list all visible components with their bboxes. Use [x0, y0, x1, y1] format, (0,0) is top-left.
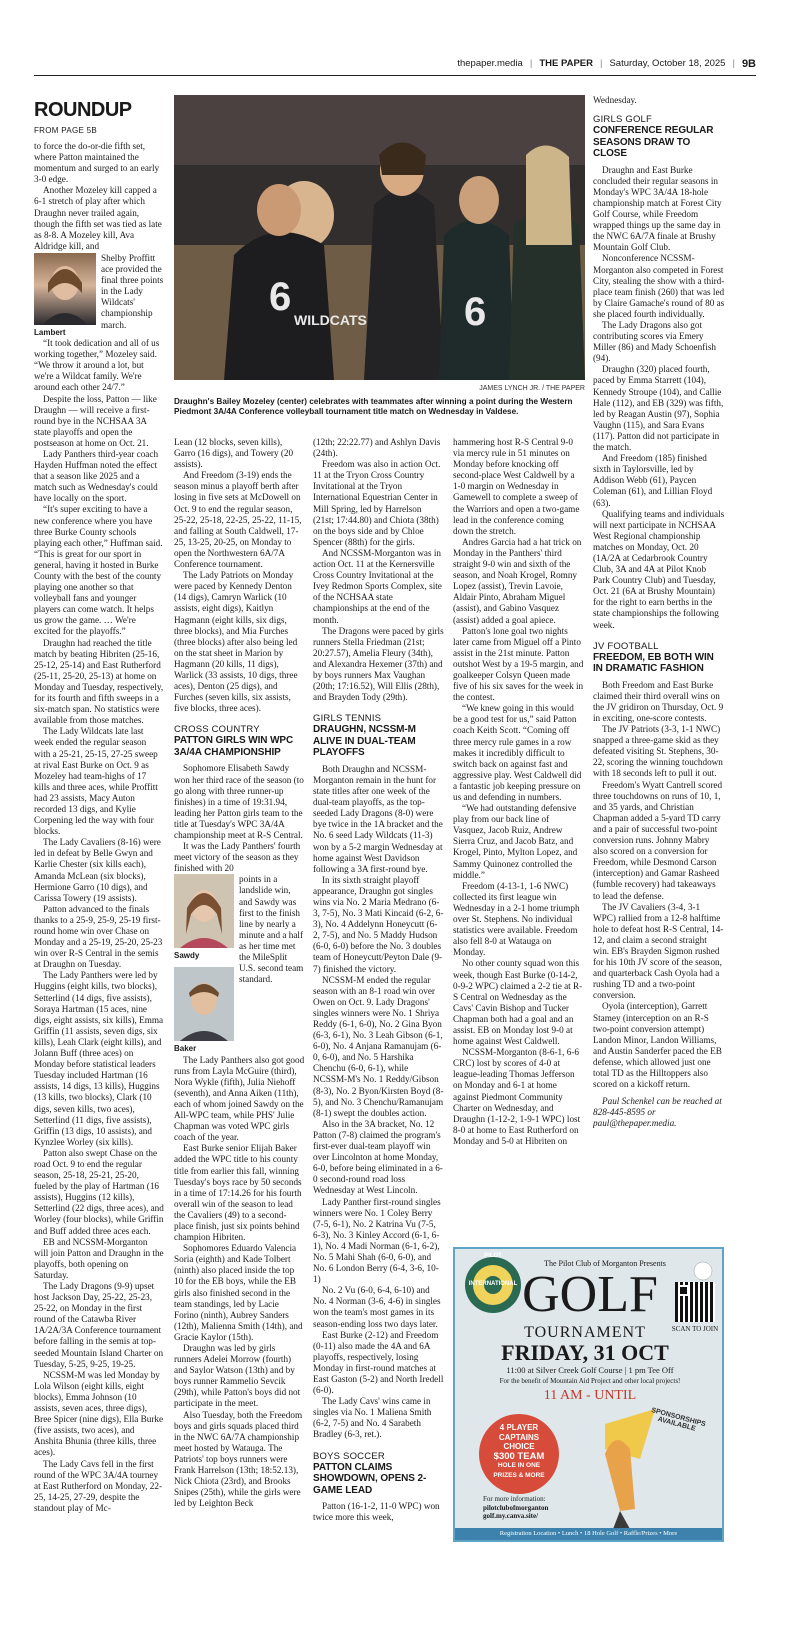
ad-time: 11:00 at Silver Creek Golf Course | 1 pm Tee Off: [506, 1365, 674, 1375]
paragraph: Both Freedom and East Burke claimed their third overall wins on the JV gridiron on Thursday, Oct. 9 in exciting, one-score contests.: [593, 679, 724, 723]
paragraph: Draughn had reached the title match by beating Hibriten (25-16, 25-12, 25-14) and East Rutherford (25-11, 25-20, 25-13) at home on Monday and Tuesday, respectively, for its fourth and fifth sweeps in a six-match span. No statistics were available from those matches.: [34, 637, 164, 726]
svg-text:6: 6: [269, 275, 292, 319]
paragraph: Shelby Proffitt ace provided the final three points in the Lady Wildcats' championship march.: [101, 252, 164, 330]
paragraph: Sophomores Eduardo Valencia Soria (eighth) and Kade Tolbert (ninth) also placed inside the top 10 for the EB boys, while the EB girls also finished second in the team standings, led by Lacie Forino (ninth), Aubrey Sanders (12th), Malienna Smith (14th), and Gracie Kaylor (15th).: [174, 1243, 303, 1342]
paragraph: The Lady Panthers also got good runs from Layla McGuire (third), Nora Wykle (fifth), Julia Niehoff (seventh), and Anna Aiken (11th), each of whom joined Sawdy on the All-WPC team, while PHS' Julie Chapman was voted WPC girls coach of the year.: [174, 1054, 305, 1143]
issue-date: Saturday, October 18, 2025: [609, 58, 726, 69]
section-headline: PATTON GIRLS WIN WPC 3A/4A CHAMPIONSHIP: [174, 735, 294, 758]
paragraph: The Lady Dragons also got contributing scores via Emery Miller (86) and Mady Schoenfish (94).: [593, 320, 716, 364]
sawdy-portrait: [174, 874, 234, 948]
paragraph: The JV Cavaliers (3-4, 3-1 WPC) rallied from a 12-8 halftime hole to defeat host R-S Central, 14-12, and claim a second straight win. EB's Brayden Sigmon rushed for his 10th JV score of the season, and quarterback Cash Oyola had a rushing TD and a two-point conversion.: [593, 901, 724, 1001]
ad-until: 11 AM - UNTIL: [543, 1388, 637, 1403]
paragraph: The Lady Cavs fell in the first round of the WPC 3A/4A tourney at East Rutherford on Monday, 22-25, 14-25, 27-29, despite the standout play of Mc-: [34, 1458, 163, 1513]
site-url[interactable]: thepaper.media: [457, 58, 523, 69]
paper-name: THE PAPER: [539, 58, 593, 69]
paragraph: The Lady Cavaliers (8-16) were led in defeat by Belle Gwyn and Karlie Chester (six kills each), Amanda McLean (six blocks), Hermione Garro (10 digs), and Carissa Towery (19 assists).: [34, 837, 161, 903]
paragraph: No. 2 Vu (6-0, 6-4, 6-10) and No. 4 Norman (3-6, 4-6) in singles won the team's most games in its season-ending loss two days later.: [313, 1285, 441, 1329]
page-header: thepaper.media | THE PAPER | Saturday, October 18, 2025 | 9B: [34, 56, 756, 76]
mug-caption: Lambert: [34, 327, 66, 337]
paragraph: And NCSSM-Morganton was in action Oct. 11 at the Kernersville Cross Country Invitational at the Ivey Redmon Sports Complex, site of the NCHSAA state championships at the end of the month.: [313, 547, 442, 625]
paragraph: “We had outstanding defensive play from our back line of Vasquez, Jacob Ruiz, Andrew Sierra Cruz, and Jacob Batz, and Krogel, Pinto, Mylton Lopez, and Sammy Quinonez controlled the middle.”: [453, 803, 578, 880]
mug-caption: Sawdy: [174, 951, 200, 961]
paragraph: The Lady Wildcats late last week ended the regular season with a 25-21, 25-15, 27-25 sweep at rival East Burke on Oct. 9 as Mozeley had team-highs of 17 kills and three aces, while Proffitt had 23 assists, Macy Auton recorded 13 digs, and Kylie Corpening led the way with four blocks.: [34, 726, 158, 837]
sawdy-photo: [174, 874, 234, 948]
column-2: [174, 437, 305, 1561]
qr-code[interactable]: [675, 1282, 715, 1322]
paragraph: EB and NCSSM-Morganton will join Patton and Draughn in the playoffs, both opening on Saturday.: [34, 1236, 164, 1280]
captains-choice-badge: 4 PLAYER CAPTAINS CHOICE $300 TEAM HOLE IN ONE PRIZES & MORE: [493, 1423, 545, 1479]
paragraph: “It's super exciting to have a new conference where you have three Burke County schools playing each other,” Huffman said. “This is great for our sport in general, having it hosted in Burke County with the best of the county playing one another so that volleyball fans and younger players can come watch. It helps us grow the game. … We're excited for the playoffs.”: [34, 504, 163, 637]
paragraph: East Burke (2-12) and Freedom (0-11) also made the 4A and 6A playoffs, respectively, losing Monday in first-round matches at East Gaston (5-2) and North Iredell (6-0).: [313, 1329, 444, 1396]
paragraph: NCSSM-M ended the regular season with an 8-1 road win over Owen on Oct. 9. Lady Dragons' singles winners were No. 1 Shriya Reddy (6-1, 6-0), No. 2 Gina Byon (6-3, 6-1), No. 3 Leah Gibson (6-1, 6-0), No. 4 Anjana Ramanujam (6-0, 6-0), and No. 5 Harshika Chenchu (6-0, 6-1), while NCSSM-M's No. 1 Reddy/Gibson (8-3), No. 2 Byon/Kirsten Boyd (8-5), and No. 3 Chenchu/Ramanujam (8-1) swept the doubles action.: [313, 974, 444, 1118]
author-signoff: Paul Schenkel can be reached at 828-445-8595 or paul@thepaper.media.: [593, 1096, 722, 1129]
paragraph: The Dragons were paced by girls runners Stella Friedman (21st; 20:27.57), Amelia Fleury (34th), and Alexandra Hexemer (37th) and by boys runners Max Vaughan (20th; 17:16.52), Will Ellis (28th), and Brayden Tody (29th).: [313, 625, 444, 703]
ad-presenter: The Pilot Club of Morganton Presents: [544, 1259, 666, 1268]
paragraph: Lady Panthers third-year coach Hayden Huffman noted the effect that a season like 2025 and a match such as Wednesday's could have locally on the sport.: [34, 448, 159, 504]
paragraph: “We knew going in this would be a good test for us,” said Patton coach Keith Scott. “Coming off three mercy rule games in a row makes it incredibly difficult to switch back on against fast and aggressive play. West Caldwell did a fantastic job keeping pressure on us and defending in numbers.: [453, 703, 582, 802]
paragraph: It was the Lady Panthers' fourth meet victory of the season as they finished with 20: [174, 841, 301, 874]
paragraph: hammering host R-S Central 9-0 via mercy rule in 51 minutes on Monday before knocking off second-place West Caldwell by a 1-0 margin on Wednesday in Gamewell to complete a sweep of the Warriors and open a two-game lead in the conference coming down the stretch.: [453, 437, 580, 536]
paragraph: points in a landslide win, and Sawdy was first to the finish line by nearly a minute and a half as her time met the MileSplit U.S. second team standard.: [239, 874, 304, 985]
paragraph: The Lady Panthers were led by Huggins (eight kills, two blocks), Setterlind (14 digs, five assists), Soraya Hartman (15 aces, nine digs, eight assists, six kills), Emma Griffin (11 assists, seven digs, six kills), Leah Clark (eight kills), and Jolann Buff (three aces) on Monday before statistical leaders Tuesday included Hartman (16 assists, 14 digs, 13 kills), Huggins (13 kills, two blocks), Clark (10 digs, seven kills, two aces), Setterlind (11 digs, five assists), Griffin (13 digs, 10 assists), and Kynzlee Worley (six kills).: [34, 970, 164, 1147]
column-1: [34, 141, 164, 1561]
paragraph: Lean (12 blocks, seven kills), Garro (16 digs), and Towery (20 assists).: [174, 437, 294, 470]
paragraph: The JV Patriots (3-3, 1-1 NWC) snapped a three-game skid as they defeated visiting St. Stephens, 30-22, scoring the winning touchdown with 18 seconds left to pull it out.: [593, 724, 723, 779]
paragraph: Qualifying teams and individuals will next participate in NCHSAA West Regional championship matches on Monday, Oct. 20 (1A/2A at Cedarbrook Country Club, 3A and 4A at Pilot Knob Park Country Club) and Tuesday, Oct. 21 (6A at Brushy Mountain) for the right to earn berths in the state championships the following week.: [593, 508, 725, 630]
paragraph: The Lady Cavs' wins came in singles via No. 1 Maliena Smith (6-2, 7-5) and No. 4 Sarabeth Bradley (6-3, ret.).: [313, 1396, 432, 1440]
paragraph: NCSSM-Morganton (8-6-1, 6-6 CRC) lost by scores of 4-0 at league-leading Thomas Jefferson on Monday and 6-1 at home against Piedmont Community Charter on Wednesday, and Draughn (1-12-2, 1-9-1 WPC) lost 8-0 at home to East Rutherford on Monday and 5-0 at Hibriten on: [453, 1047, 581, 1146]
paragraph: Sophomore Elisabeth Sawdy won her third race of the season (to go along with three runner-up finishes) in a time of 19:31.94, leading her Patton girls team to the title at Tuesday's WPC 3A/4A championship meet at R-S Central.: [174, 763, 304, 840]
paragraph: Despite the loss, Patton — like Draughn — will receive a first-round bye in the NCHSAA 3A state playoffs and open the postseason at home on Oct. 21.: [34, 393, 157, 448]
paragraph: Draughn (320) placed fourth, paced by Emma Starrett (104), Kennedy Stroupe (104), and Callie Hale (112), and EB (329) was fifth, led by Reagan Austin (97), Sophia Vaughn (115), and Sara Evans (117). Patton did not participate in the match.: [593, 364, 724, 453]
ad-date: FRIDAY, 31 OCT: [501, 1340, 669, 1365]
paragraph: Nonconference NCSSM-Morganton also competed in Forest City, stealing the show with a third-place team finish (260) that was led by Claire Gamache's round of 80 as she placed fourth individually.: [593, 253, 725, 319]
section-headline: CONFERENCE REGULAR SEASONS DRAW TO CLOSE: [593, 125, 714, 160]
column-5: [593, 95, 725, 1237]
column-4: [453, 437, 584, 1237]
svg-text:WILDCATS: WILDCATS: [294, 312, 367, 328]
sponsorship-badge: SPONSORSHIPS AVAILABLE: [650, 1406, 707, 1433]
section-headline: DRAUGHN, NCSSM-M ALIVE IN DUAL-TEAM PLAYOFFS: [313, 724, 416, 759]
section-kicker: JV FOOTBALL: [593, 640, 659, 652]
paragraph: Both Draughn and NCSSM-Morganton remain in the hunt for state titles after one week of the dual-team playoffs, as the top-seeded Lady Dragons (8-0) were bye twice in the 1A bracket and the No. 6 seed Lady Wildcats (11-3) won by a 5-2 margin Wednesday at home against West Davidson following a 3A first-round bye.: [313, 763, 443, 874]
paragraph: No other county squad won this week, though East Burke (0-14-2, 0-9-2 WPC) claimed a 2-2 tie at R-S Central on Wednesday as the Cavs' Cavin Bishop and Tucker Chapman both had a goal and an assist. EB on Monday lost 9-0 at home against West Caldwell.: [453, 958, 583, 1047]
paragraph: to force the do-or-die fifth set, where Patton maintained the momentum and surged to an early 3-0 edge.: [34, 141, 160, 185]
section-headline: FREEDOM, EB BOTH WIN IN DRAMATIC FASHION: [593, 651, 714, 675]
scan-label: SCAN TO JOIN: [671, 1325, 719, 1333]
paragraph: The Lady Dragons (9-9) upset host Jackson Day, 25-22, 25-23, 25-22, on Monday in the first round of the Catawba River 1A/2A/3A Conference tournament before falling in the semis at top-seeded Mountain Island Charter on Tuesday, 5-25, 9-25, 19-25.: [34, 1281, 164, 1369]
ad-golf-title: GOLF: [522, 1266, 658, 1323]
paragraph: Draughn and East Burke concluded their regular seasons in Monday's WPC 3A/4A 18-hole championship match at Forest City Golf Course, while Freedom wrapped things up the same day in the NWC 6A/7A finale at Brushy Mountain Golf Club.: [593, 164, 722, 253]
photo-caption: Draughn's Bailey Mozeley (center) celebrates with teammates after winning a point during the Western Piedmont 3A/4A Conference volleyball tournament title match on Wednesday in Valdese.: [174, 397, 573, 416]
jump-line: FROM PAGE 5B: [34, 126, 98, 135]
paragraph: Patton also swept Chase on the road Oct. 9 to end the regular season, 25-18, 25-21, 25-20, fueled by the play of Hartman (16 assists), Huggins (12 kills), Setterlind (22 digs, three aces), and Worley (four blocks), while Griffin and Buff added three aces each.: [34, 1147, 164, 1236]
ad-benefit: For the benefit of Mountain Aid Project and other local projects!: [499, 1377, 681, 1385]
ad-info: For more information: pilotclubofmorganton golf.my.canva.site/: [483, 1495, 549, 1520]
paragraph: Freedom was also in action Oct. 11 at the Tryon Cross Country Invitational at the Tryon International Equestrian Center in Mill Spring, led by Harrelson (21st; 17:44.80) and Chiota (38th) on the boys side and by Chloe Spencer (88th) for the girls.: [313, 459, 441, 547]
paragraph: East Burke senior Elijah Baker added the WPC title to his county title from earlier this fall, winning Tuesday's boys race by 50 seconds in a time of 17:14.26 for his fourth overall win of the season to lead the Cavaliers (49) to a second-place finish, just six points behind champion Hibriten.: [174, 1143, 302, 1243]
ad-tournament: TOURNAMENT: [524, 1324, 646, 1341]
column-3: [313, 437, 444, 1561]
paragraph: (12th; 22:22.77) and Ashlyn Davis (24th).: [313, 437, 441, 459]
baker-portrait: [174, 967, 234, 1041]
section-headline: PATTON CLAIMS SHOWDOWN, OPENS 2-GAME LEAD: [313, 1461, 427, 1496]
paragraph: Wednesday.: [593, 95, 637, 105]
paragraph: Freedom's Wyatt Cantrell scored three touchdowns on runs of 10, 1, and 35 yards, and Christian Chapman added a 5-yard TD carry and a pair of successful two-point conversion runs. Johnny Mabry also scored on a conversion for Freedom, while Desmond Carson (interception) and Gamar Rasheed (fumble recovery) had takeaways to lead the defense.: [593, 779, 723, 901]
volleyball-photo: [174, 95, 585, 380]
paragraph: Patton advanced to the finals thanks to a 25-9, 25-9, 25-19 first-round home win over Chase on Monday and a 25-19, 25-20, 25-23 win over R-S Central in the semis at Draughn on Tuesday.: [34, 903, 163, 970]
mug-caption: Baker: [174, 1044, 197, 1054]
paragraph: Patton's lone goal two nights later came from Miguel off a Pinto assist in the 21st minute. Patton outshot West by a 19-5 margin, and goalkeeper Colsyn Queen made five of his six saves for the week in the contest.: [453, 625, 584, 703]
volleyball-photo-art: [174, 95, 585, 380]
section-kicker: GIRLS GOLF: [593, 114, 653, 126]
article-headline: ROUNDUP: [34, 99, 132, 121]
svg-text:6: 6: [464, 290, 487, 334]
baker-photo: [174, 967, 234, 1041]
page-number: 9B: [741, 57, 756, 70]
paragraph: NCSSM-M was led Monday by Lola Wilson (eight kills, eight blocks), Emma Johnson (10 assists, seven aces, three digs), Bree Spicer (nine digs), Ella Burke (five assists, two aces), and Anshita Bhunia (three kills, three aces).: [34, 1369, 164, 1458]
paragraph: Oyola (interception), Garrett Stamey (interception on an R-S two-point conversion attempt) Landon Minor, Landon Williams, and Austin Sanderfer paced the EB defense, which allowed just one total TD as the Hilltoppers also scored on a kickoff return.: [593, 1001, 722, 1090]
paragraph: Also in the 3A bracket, No. 12 Patton (7-8) claimed the program's first-ever dual-team playoff win over Lincolnton at home Monday, 6-0, before being eliminated in a 6-0 second-round road loss Wednesday at West Lincoln.: [313, 1118, 443, 1196]
photo-credit: JAMES LYNCH JR. / THE PAPER: [479, 385, 585, 392]
golf-tournament-ad[interactable]: [453, 1247, 724, 1542]
paragraph: Patton (16-1-2, 11-0 WPC) won twice more this week,: [313, 1501, 440, 1523]
ad-footer: Registration Location • Lunch • 18 Hole Golf • Raffle/Prizes • More: [455, 1528, 722, 1540]
paragraph: “It took dedication and all of us working together,” Mozeley said. “We throw it around a lot, but we're a Wildcat family. We're around each other 24/7.”: [34, 338, 160, 393]
section-kicker: GIRLS TENNIS: [313, 713, 382, 725]
paragraph: And Freedom (3-19) ends the season minus a playoff berth after losing in five sets at McDowell on Oct. 9 to end the regular season, 25-22, 25-18, 22-25, 25-22, 11-15, and falling at South Caldwell, 17-25, 13-25, 20-25, on Monday to open the Northwestern 6A/7A Conference tournament.: [174, 470, 302, 570]
paragraph: Freedom (4-13-1, 1-6 NWC) collected its first league win Wednesday in a 2-1 home triumph over St. Stephens. No individual statistics were available. Freedom also fell 8-0 at Watauga on Monday.: [453, 880, 580, 958]
lambert-portrait: [34, 253, 96, 325]
paragraph: Draughn was led by girls runners Adelei Morrow (fourth) and Saylor Watson (13th) and by boys runner Rammelio Sevcik (29th), while Patton's boys did not participate in the meet.: [174, 1343, 301, 1409]
paragraph: And Freedom (185) finished sixth in Taylorsville, led by Addison Webb (61), Paycen Coleman (61), and Lillian Floyd (63).: [593, 453, 713, 508]
paragraph: Andres Garcia had a hat trick on Monday in the Panthers' third straight 9-0 win and sixth of the season, and Noah Krogel, Romny Lopez (assist), Trevin Lavoie, Aldair Pinto, Abraham Miguel (assist), and Gabino Vasquez (assist) added a goal apiece.: [453, 536, 582, 625]
paragraph: Lady Panther first-round singles winners were No. 1 Coley Berry (7-5, 6-1), No. 2 Katrina Vu (7-5, 6-3), No. 3 Kinley Accord (6-1, 6-1), No. 4 Madi Norman (6-1, 6-2), No. 5 Mahi Shah (6-0, 6-0), and No. 6 London Berry (6-4, 3-6, 10-1): [313, 1196, 441, 1285]
section-kicker: CROSS COUNTRY: [174, 724, 260, 736]
pilot-seal-text: PILOT INTERNATIONAL: [468, 1253, 518, 1287]
paragraph: The Lady Patriots on Monday were paced by Kennedy Denton (14 digs), Camryn Warlick (10 assists, eight digs), Kaitlyn Hagmann (eight kills, six digs, three blocks), and Mia Furches (three blocks) after also being led on the stat sheet in Marion by Hagmann (20 kills, 11 digs), Warlick (33 assists, 10 digs, three aces), Denton (25 digs), and Furches (seven kills, six assists, five blocks, three aces).: [174, 570, 298, 714]
paragraph: Another Mozeley kill capped a 6-1 stretch of play after which Draughn never trailed again, though the fifth set was tied as late as 8-8. A Mozeley kill, Ava Aldridge kill, and: [34, 185, 162, 251]
paragraph: Also Tuesday, both the Freedom boys and girls squads placed third in the NWC 6A/7A championship meet hosted by Watauga. The Patriots' top boys runners were Frank Harrelson (13th; 18:52.13), Nick Chiota (23rd), and Brooks Snipes (25th), while the girls were led by Leighton Beck: [174, 1409, 303, 1509]
paragraph: In its sixth straight playoff appearance, Draughn got singles wins via No. 2 Maria Medrano (6-3, 7-5), No. 3 Mati Kincaid (6-2, 6-3), No. 4 Addelynn Honeycutt (6-2, 7-5), and No. 5 Maddy Hudson (6-0, 6-0) before the No. 3 doubles team of Honeycutt/Peyton Dale (9-7) finished the victory.: [313, 874, 444, 974]
section-kicker: BOYS SOCCER: [313, 1450, 385, 1462]
lambert-photo: [34, 253, 96, 325]
